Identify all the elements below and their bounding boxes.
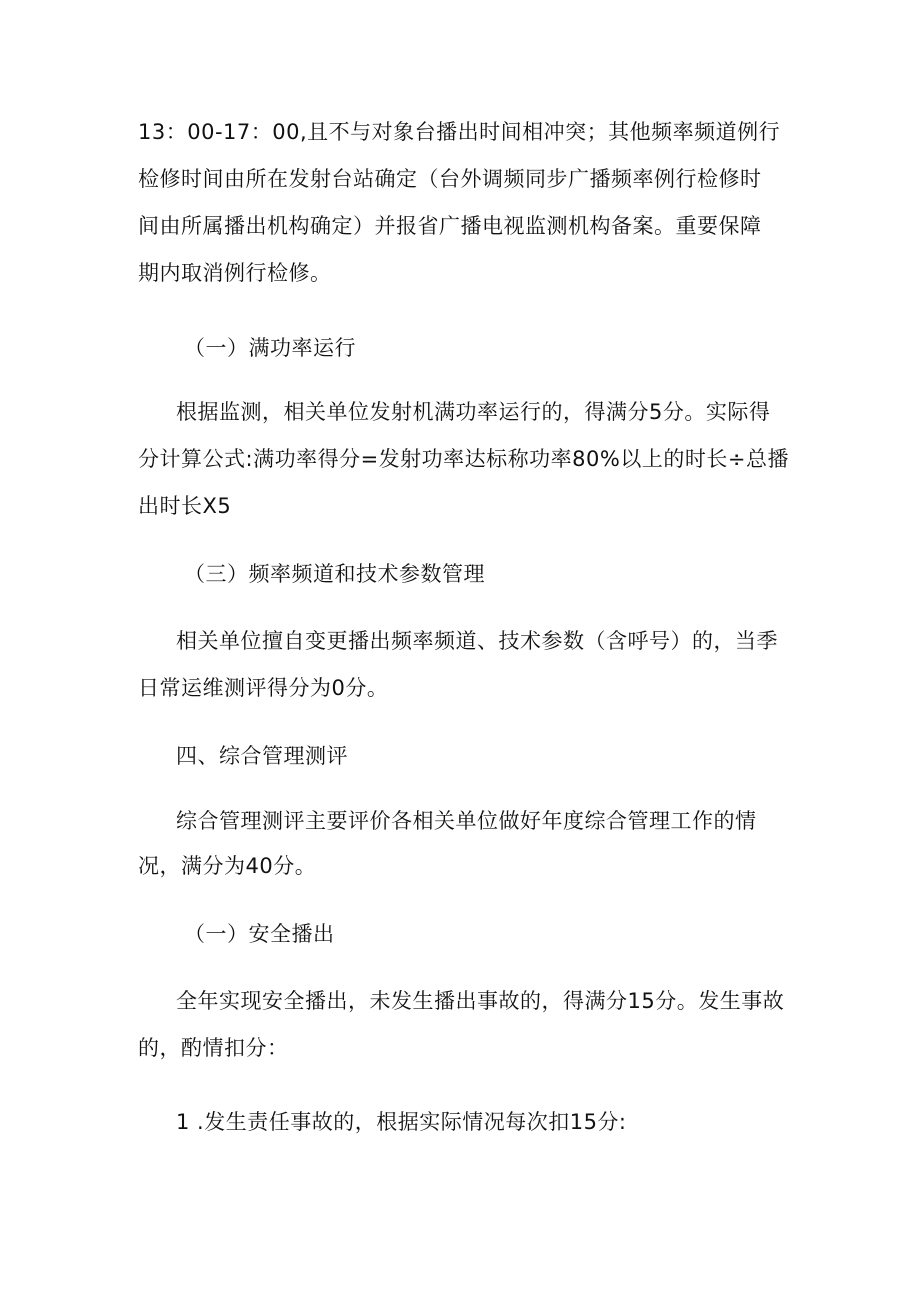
paragraph-line: 全年实现安全播出，未发生播出事故的，得满分15分。发生事故 xyxy=(176,989,785,1013)
section-heading: （一）安全播出 xyxy=(184,922,335,946)
paragraph-line: 分计算公式:满功率得分=发射功率达标称功率80%以上的时长÷总播 xyxy=(138,447,789,471)
paragraph-line: 检修时间由所在发射台站确定（台外调频同步广播频率例行检修时 xyxy=(138,167,762,191)
paragraph-line: 间由所属播出机构确定）并报省广播电视监测机构备案。重要保障 xyxy=(138,214,762,238)
section-heading: （三）频率频道和技术参数管理 xyxy=(184,562,485,586)
list-item: 1 .发生责任事故的，根据实际情况每次扣15分: xyxy=(176,1110,627,1134)
paragraph-line: 根据监测，相关单位发射机满功率运行的，得满分5分。实际得 xyxy=(176,400,771,424)
paragraph-line: 期内取消例行检修。 xyxy=(138,261,332,285)
paragraph-line: 的，酌情扣分： xyxy=(138,1036,289,1060)
paragraph-line: 况，满分为40分。 xyxy=(138,854,317,878)
paragraph-line: 相关单位擅自变更播出频率频道、技术参数（含呼号）的，当季 xyxy=(176,629,778,653)
paragraph-line: 综合管理测评主要评价各相关单位做好年度综合管理工作的情 xyxy=(176,809,757,833)
paragraph-line: 出时长X5 xyxy=(138,494,232,518)
paragraph-line: 13：00-17：00,且不与对象台播出时间相冲突；其他频率频道例行 xyxy=(138,120,781,144)
section-heading: 四、综合管理测评 xyxy=(176,744,348,768)
section-heading: （一）满功率运行 xyxy=(184,336,356,360)
paragraph-line: 日常运维测评得分为0分。 xyxy=(138,676,389,700)
